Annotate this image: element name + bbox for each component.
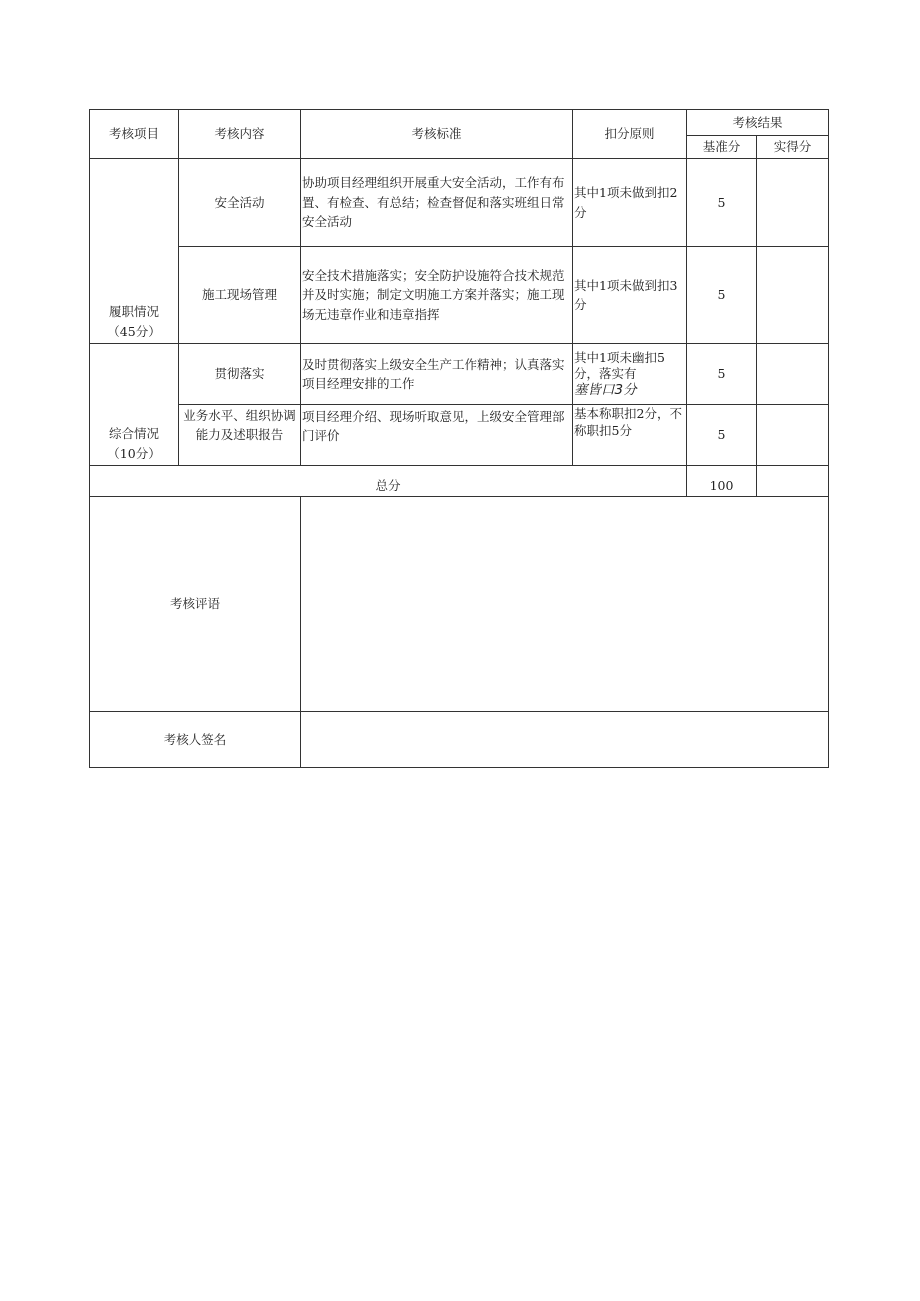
category-cell: [90, 344, 179, 466]
signature-field[interactable]: [301, 712, 829, 768]
standard-cell: 协助项目经理组织开展重大安全活动，工作有布置、有检查、有总结；检查督促和落实班组日常安全活动: [301, 159, 573, 247]
table-row: [90, 405, 829, 466]
comments-field[interactable]: [301, 497, 829, 712]
assessment-table: [89, 109, 829, 768]
table-row: [90, 344, 829, 405]
base-score-cell: 5: [687, 405, 757, 466]
deduction-cell: 其中1项未做到扣3分: [573, 247, 687, 344]
base-score-cell: 5: [687, 344, 757, 405]
category-score: （10分）: [107, 445, 161, 461]
total-row: [90, 466, 829, 497]
signature-row: [90, 712, 829, 768]
comments-label: 考核评语: [90, 497, 301, 712]
actual-score-cell[interactable]: [757, 159, 829, 247]
content-cell: 业务水平、组织协调能力及述职报告: [179, 405, 301, 466]
deduction-cell: 基本称职扣2分，不称职扣5分: [573, 405, 687, 466]
actual-score-cell[interactable]: [757, 405, 829, 466]
category-score: （45分）: [107, 323, 161, 339]
header-content: 考核内容: [179, 110, 301, 159]
actual-score-cell[interactable]: [757, 247, 829, 344]
total-actual-score[interactable]: [757, 466, 829, 497]
category-label: 综合情况: [108, 426, 159, 442]
comments-row: [90, 497, 829, 712]
table-row: [90, 159, 829, 247]
header-standard: 考核标准: [301, 110, 573, 159]
standard-cell: 项目经理介绍、现场听取意见，上级安全管理部门评价: [301, 405, 573, 466]
deduction-text: 其中1项未幽扣5分，落实有: [574, 350, 665, 381]
actual-score-cell[interactable]: [757, 344, 829, 405]
standard-cell: 安全技术措施落实；安全防护设施符合技术规范并及时实施；制定文明施工方案并落实；施工现场无违章作业和违章指挥: [301, 247, 573, 344]
header-result: 考核结果: [687, 110, 829, 136]
content-cell: 贯彻落实: [179, 344, 301, 405]
deduction-cell: [573, 344, 687, 405]
table-row: [90, 247, 829, 344]
total-base-score: 100: [687, 466, 757, 497]
total-label: 总分: [90, 466, 687, 497]
header-row: [90, 110, 829, 136]
deduction-cell: 其中1项未做到扣2分: [573, 159, 687, 247]
base-score-cell: 5: [687, 247, 757, 344]
header-item: 考核项目: [90, 110, 179, 159]
handwritten-deduction: 塞皆口3分: [574, 381, 637, 398]
signature-label: 考核人签名: [90, 712, 301, 768]
content-cell: 安全活动: [179, 159, 301, 247]
category-cell: [90, 159, 179, 344]
base-score-cell: 5: [687, 159, 757, 247]
category-label: 履职情况: [108, 304, 159, 320]
standard-cell: 及时贯彻落实上级安全生产工作精神；认真落实项目经理安排的工作: [301, 344, 573, 405]
header-base-score: 基准分: [687, 136, 757, 159]
header-deduction: 扣分原则: [573, 110, 687, 159]
header-actual-score: 实得分: [757, 136, 829, 159]
content-cell: 施工现场管理: [179, 247, 301, 344]
